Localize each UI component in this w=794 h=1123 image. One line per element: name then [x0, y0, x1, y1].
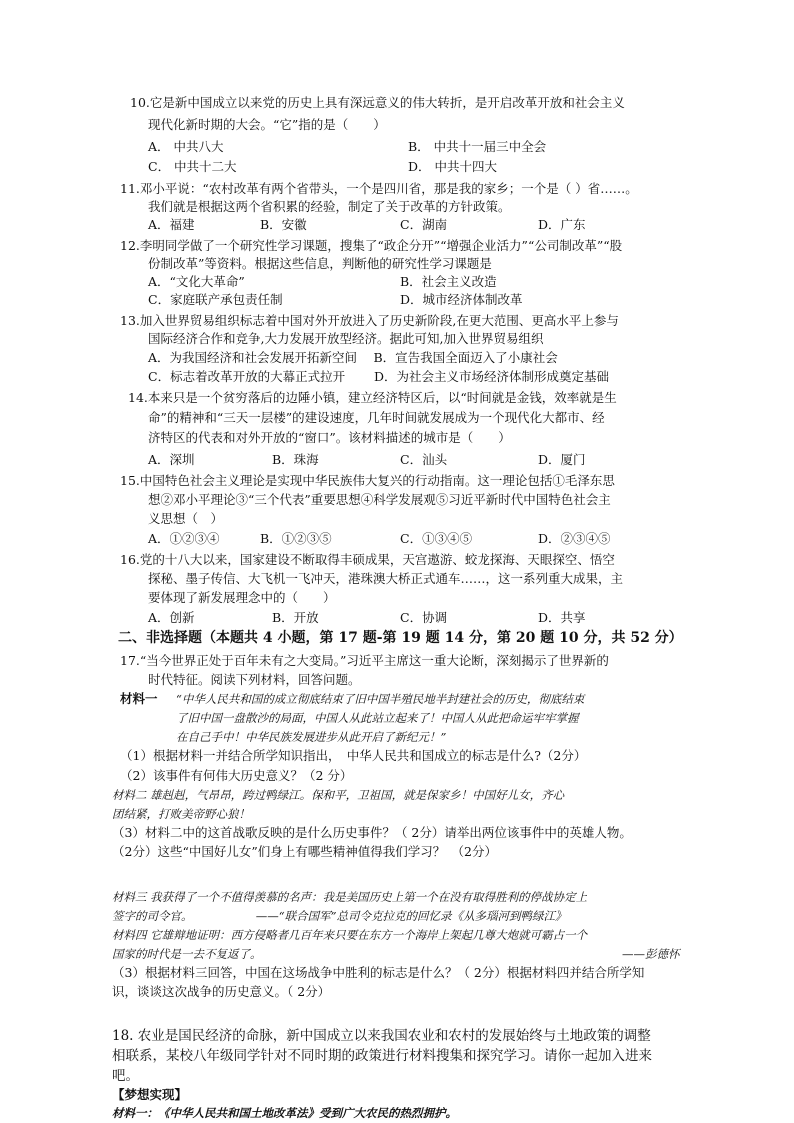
q12-option-a: A．“文化大革命”: [148, 274, 245, 289]
q10-option-c: C． 中共十二大: [148, 159, 237, 174]
q10-stem-line2: 现代化新时期的大会。“它”指的是（ ）: [148, 117, 386, 132]
q17-stem-line2: 时代特征。阅读下列材料，回答问题。: [148, 672, 361, 687]
section-heading-non-choice: 二、非选择题（本题共 4 小题，第 17 题-第 19 题 14 分，第 20 题 10 分，共 52 分）: [118, 630, 683, 646]
q14-stem-line1: 14.本来只是一个贫穷落后的边陲小镇，建立经济特区后，以“时间就是金钱，效率就是生: [128, 390, 617, 405]
q16-option-d: D．共享: [538, 610, 586, 625]
q14-stem-line2: 命”的精神和“三天一层楼”的建设速度，几年时间就发展成为一个现代化大都市、经: [148, 410, 605, 425]
q10-stem-line1: 10.它是新中国成立以来党的历史上具有深远意义的伟大转折，是开启改革开放和社会主义: [130, 95, 625, 110]
q14-option-c: C．汕头: [400, 452, 448, 467]
q16-option-b: B．开放: [272, 610, 319, 625]
q17-material4-source: ——彭德怀: [622, 947, 680, 961]
q14-stem-line3: 济特区的代表和对外开放的“窗口”。该材料描述的城市是（ ）: [148, 430, 511, 445]
q12-option-b: B．社会主义改造: [400, 274, 497, 289]
q16-option-a: A．创新: [148, 610, 195, 625]
q17-subquestion-5-line1: （3）根据材料三回答，中国在这场战争中胜利的标志是什么？（ 2分）根据材料四并结合所学知: [112, 965, 645, 980]
q17-material1-line3: 在自己手中！中华民族发展进步从此开启了新纪元！”: [176, 730, 447, 744]
q13-stem-line2: 国际经济合作和竞争,大力发展开放型经济。据此可知,加入世界贸易组织: [148, 331, 544, 346]
q13-options-ab: A．为我国经济和社会发展开拓新空间 B．宣告我国全面迈入了小康社会: [148, 350, 558, 365]
q18-stem-line2: 相联系，某校八年级同学针对不同时期的政策进行材料搜集和探究学习。请你一起加入进来: [112, 1048, 652, 1064]
q15-stem-line3: 义思想（ ）: [148, 511, 224, 526]
q17-subquestion-1: （1）根据材料一并结合所学知识指出， 中华人民共和国成立的标志是什么?（2分）: [120, 748, 587, 763]
q11-stem-line2: 我们就是根据这两个省积累的经验，制定了关于改革的方针政策。: [148, 199, 511, 214]
q17-material4-line1: 材料四 它雄辩地证明：西方侵略者几百年来只要在东方一个海岸上架起几尊大炮就可霸占一个: [112, 928, 588, 942]
q15-stem-line1: 15.中国特色社会主义理论是实现中华民族伟大复兴的行动指南。这一理论包括①毛泽东思: [120, 473, 615, 488]
q17-material2-line1: 材料二 雄赳赳，气昂昂，跨过鸭绿江。保和平，卫祖国，就是保家乡！中国好儿女，齐心: [112, 788, 565, 802]
q15-option-b: B．①②③⑤: [260, 531, 332, 546]
q11-option-c: C．湖南: [400, 217, 448, 232]
q17-material3-line1: 材料三 我获得了一个不值得羡慕的名声：我是美国历史上第一个在没有取得胜利的停战协定上: [112, 890, 588, 904]
q17-subquestion-3: （3）材料二中的这首战歌反映的是什么历史事件？（ 2分）请举出两位该事件中的英雄人物。: [112, 825, 632, 840]
q17-material4-line2: 国家的时代是一去不复返了。: [112, 947, 262, 961]
q18-material1: 材料一：《中华人民共和国土地改革法》受到广大农民的热烈拥护。: [112, 1106, 457, 1120]
q16-stem-line1: 16.党的十八大以来，国家建设不断取得丰硕成果，天宫遨游、蛟龙探海、天眼探空、悟空: [120, 552, 615, 567]
q10-option-d: D． 中共十四大: [408, 159, 497, 174]
q17-subquestion-5-line2: 识，谈谈这次战争的历史意义。（ 2分）: [112, 984, 331, 999]
q13-stem-line1: 13.加入世界贸易组织标志着中国对外开放进入了历史新阶段,在更大范围、更高水平上参与: [120, 313, 619, 328]
q12-option-d: D．城市经济体制改革: [400, 292, 523, 307]
q14-option-d: D．厦门: [538, 452, 586, 467]
q10-option-a: A． 中共八大: [148, 139, 224, 154]
q15-option-d: D．②③④⑤: [538, 531, 611, 546]
q11-stem-line1: 11.邓小平说：“农村改革有两个省带头，一个是四川省，那是我的家乡；一个是（ ）省……。: [120, 181, 638, 196]
q15-stem-line2: 想②邓小平理论③“三个代表”重要思想④科学发展观⑤习近平新时代中国特色社会主: [148, 492, 611, 507]
q18-stem-line1: 18. 农业是国民经济的命脉，新中国成立以来我国农业和农村的发展始终与土地政策的调整: [112, 1028, 651, 1044]
q17-subquestion-2: （2）该事件有何伟大历史意义？（2 分）: [120, 768, 353, 783]
q16-stem-line3: 要体现了新发展理念中的（ ）: [148, 590, 336, 605]
q11-option-b: B．安徽: [260, 217, 307, 232]
q14-option-a: A．深圳: [148, 452, 195, 467]
q11-option-d: D．广东: [538, 217, 586, 232]
q14-option-b: B．珠海: [272, 452, 319, 467]
q18-stem-line3: 吧。: [112, 1068, 139, 1084]
q18-section-heading: 【梦想实现】: [112, 1087, 188, 1102]
q15-option-c: C．①③④⑤: [400, 531, 473, 546]
q17-material1-label: 材料一: [120, 691, 158, 706]
q12-stem-line1: 12.李明同学做了一个研究性学习课题，搜集了“政企分开”“增强企业活力”“公司制改革”“股: [120, 238, 623, 253]
q12-option-c: C．家庭联产承包责任制: [148, 292, 283, 307]
q11-option-a: A．福建: [148, 217, 195, 232]
q13-options-cd: C．标志着改革开放的大幕正式拉开 D．为社会主义市场经济体制形成奠定基础: [148, 369, 610, 384]
q10-option-b: B． 中共十一届三中全会: [408, 139, 547, 154]
q17-subquestion-4: （2分）这些“中国好儿女”们身上有哪些精神值得我们学习？ （2分）: [112, 844, 497, 859]
q16-stem-line2: 探秘、墨子传信、大飞机一飞冲天，港珠澳大桥正式通车……，这一系列重大成果，主: [148, 571, 624, 586]
q17-material2-line2: 团结紧，打败美帝野心狼！: [112, 807, 250, 821]
q17-material1-line2: 了旧中国一盘散沙的局面，中国人从此站立起来了！中国人从此把命运牢牢掌握: [176, 711, 579, 725]
q15-option-a: A．①②③④: [148, 531, 220, 546]
q17-stem-line1: 17.“当今世界正处于百年未有之大变局。”习近平主席这一重大论断，深刻揭示了世界新的: [120, 653, 609, 668]
q17-material3-line2: 签字的司令官。 ——“联合国军”总司令克拉克的回忆录《从多瑙河到鸭绿江》: [112, 909, 567, 923]
q16-option-c: C．协调: [400, 610, 448, 625]
q17-material1-line1: “中华人民共和国的成立彻底结束了旧中国半殖民地半封建社会的历史，彻底结束: [176, 692, 585, 706]
q12-stem-line2: 份制改革”等资料。根据这些信息，判断他的研究性学习课题是: [148, 256, 492, 271]
